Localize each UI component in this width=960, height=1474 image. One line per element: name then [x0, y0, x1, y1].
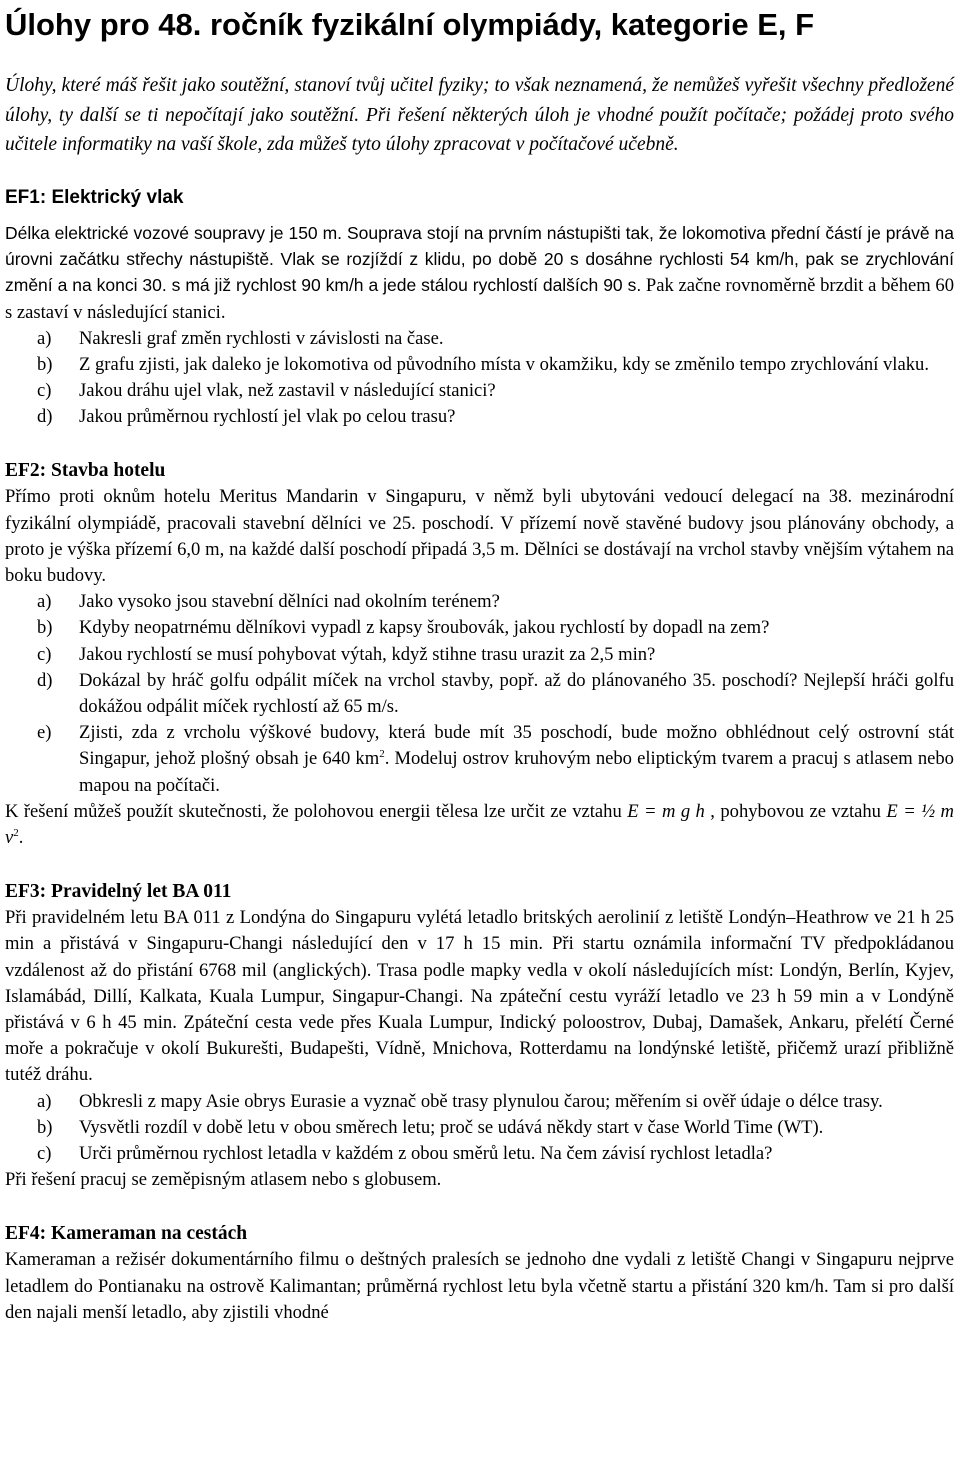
item-marker: c): [37, 379, 52, 401]
item-marker: b): [37, 353, 53, 375]
list-item: [37, 615, 954, 641]
ef2-note: [5, 799, 954, 851]
item-text: Z grafu zjisti, jak daleko je lokomotiva od původního místa v okamžiku, kdy se změnilo tempo zrychlování vlaku.: [79, 353, 929, 375]
item-text: Jakou průměrnou rychlostí jel vlak po celou trasu?: [79, 406, 456, 428]
page-title: Úlohy pro 48. ročník fyzikální olympiády, kategorie E, F: [5, 7, 815, 42]
list-item: [37, 352, 954, 378]
item-text: Urči průměrnou rychlost letadla v každém z obou směrů letu. Na čem závisí rychlost letadla?: [79, 1142, 773, 1164]
intro-paragraph: Úlohy, které máš řešit jako soutěžní, stanoví tvůj učitel fyziky; to však neznamená, že nemůžeš vyřešit všechny předložené úlohy, ty další se ti nepočítají jako soutěžní. Při řešení některých úloh je vhodné použít počítače; požádej proto svého učitele informatiky na vaší škole, zda můžeš tyto úlohy zpracovat v počítačové učebně.: [5, 75, 954, 155]
ef3-note: Při řešení pracuj se zeměpisným atlasem nebo s globusem.: [5, 1169, 442, 1191]
ef1-body-sans: Délka elektrické vozové soupravy je 150 m. Souprava stojí na prvním nástupišti tak, že lokomotiva přední částí je právě na úrovni začátku střechy nástupiště. Vlak se rozjíždí z klidu, po době 20 s dosáhne rychlosti 54 km/h, pak se zrychlování změní a na konci 30. s má již rychlost 90 km/h a jede stálou rychlostí dalších 90 s.: [5, 222, 954, 295]
list-item: [37, 378, 954, 404]
ef1-body: [5, 220, 954, 326]
item-marker: d): [37, 406, 53, 428]
ef4-heading: EF4: Kameraman na cestách: [5, 1223, 248, 1245]
item-text: Jako vysoko jsou stavební dělníci nad okolním terénem?: [79, 591, 500, 613]
formula-potential-energy: E = m g h: [627, 800, 705, 822]
item-marker: a): [37, 327, 52, 349]
ef2-body: Přímo proti oknům hotelu Meritus Mandarin v Singapuru, v němž byli ubytováni vedoucí delegací na 38. mezinárodní fyzikální olympiádě, pracovali stavební dělníci ve 25. poschodí. V přízemí nově stavěné budovy jsou plánovány obchody, a proto je výška přízemí 6,0 m, na každé další poschodí připadá 3,5 m. Dělníci se dostávají na vrchol stavby vnějším výtahem na boku budovy.: [5, 486, 954, 586]
document-page: [0, 2, 960, 1326]
ef3-task-list: [5, 1089, 954, 1168]
item-marker: a): [37, 1090, 52, 1112]
item-text: Vysvětli rozdíl v době letu v obou směrech letu; proč se udává někdy start v čase World Time (WT).: [79, 1116, 824, 1138]
list-item: [37, 589, 954, 615]
item-text: Jakou dráhu ujel vlak, než zastavil v následující stanici?: [79, 379, 496, 401]
ef2-task-list: [5, 589, 954, 799]
list-item: [37, 668, 954, 720]
item-text: Jakou rychlostí se musí pohybovat výtah, když stihne trasu urazit za 2,5 min?: [79, 643, 656, 665]
formula-kinetic-energy: E = ½ m v: [5, 800, 954, 848]
item-text: Nakresli graf změn rychlosti v závislosti na čase.: [79, 327, 444, 349]
list-item: [37, 1089, 954, 1115]
list-item: [37, 404, 954, 430]
ef3-body: Při pravidelném letu BA 011 z Londýna do Singapuru vylétá letadlo britských aerolinií z letiště Londýn–Heathrow ve 21 h 25 min a přistává v Singapuru-Changi následující den v 17 h 15 min. Při startu oznámila informační TV předpokládanou vzdálenost až do přistání 6768 mil (anglických). Trasa podle mapky vedla v okolí následujících míst: Londýn, Berlín, Kyjev, Islamábád, Dillí, Kalkata, Kuala Lumpur, Singapur-Changi. Na zpáteční cestu vyráží letadlo ve 23 h 59 min a v Londýně přistává v 6 h 45 min. Zpáteční cesta vede přes Kuala Lumpur, Indický poloostrov, Dubaj, Damašek, Ankaru, přelétí Černé moře a pokračuje v okolí Bukurešti, Budapešti, Vídně, Mnichova, Rotterdamu na londýnské letiště, přičemž urazí přibližně tutéž dráhu.: [5, 907, 954, 1086]
item-marker: b): [37, 1116, 53, 1138]
item-marker: a): [37, 591, 52, 613]
item-marker: b): [37, 617, 53, 639]
note-text: K řešení můžeš použít skutečnosti, že polohovou energii tělesa lze určit ze vztahu: [5, 800, 628, 822]
item-marker: c): [37, 643, 52, 665]
item-marker: c): [37, 1142, 52, 1164]
superscript: 2: [379, 748, 385, 761]
list-item: [37, 642, 954, 668]
note-text: , pohybovou ze vztahu: [704, 800, 887, 822]
ef1-task-list: [5, 326, 954, 431]
item-text-continued: . Modeluj ostrov kruhovým nebo eliptickým tvarem a pracuj s atlasem nebo mapou na počítači.: [79, 748, 954, 796]
ef1-heading: EF1: Elektrický vlak: [5, 186, 184, 208]
superscript: 2: [13, 826, 19, 839]
ef2-heading: EF2: Stavba hotelu: [5, 460, 166, 482]
list-item: [37, 326, 954, 352]
ef1-body-serif: Pak začne rovnoměrně brzdit a během 60 s zastaví v následující stanici.: [5, 274, 955, 323]
list-item: [37, 1141, 954, 1167]
item-marker: e): [37, 722, 52, 744]
item-text: Obkresli z mapy Asie obrys Eurasie a vyznač obě trasy plynulou čarou; měřením si ověř údaje o délce trasy.: [79, 1090, 883, 1112]
ef3-heading: EF3: Pravidelný let BA 011: [5, 881, 232, 903]
note-text: .: [18, 826, 24, 848]
list-item: [37, 1115, 954, 1141]
item-text: Dokázal by hráč golfu odpálit míček na vrchol stavby, popř. až do plánovaného 35. poschodí? Nejlepší hráči golfu dokážou odpálit míček rychlostí až 65 m/s.: [79, 669, 954, 717]
item-marker: d): [37, 669, 53, 691]
list-item: [37, 720, 954, 799]
item-text: Kdyby neopatrnému dělníkovi vypadl z kapsy šroubovák, jakou rychlostí by dopadl na zem?: [79, 617, 770, 639]
item-text: Zjisti, zda z vrcholu výškové budovy, která bude mít 35 poschodí, bude možno obhlédnout celý ostrovní stát Singapur, jehož plošný obsah je 640 km: [79, 722, 954, 770]
ef4-body: Kameraman a režisér dokumentárního filmu o deštných pralesích se jednoho dne vydali z letiště Changi v Singapuru nejprve letadlem do Pontianaku na ostrově Kalimantan; průměrná rychlost letu byla včetně startu a přistání 320 km/h. Tam si pro další den najali menší letadlo, aby zjistili vhodné: [5, 1249, 954, 1323]
